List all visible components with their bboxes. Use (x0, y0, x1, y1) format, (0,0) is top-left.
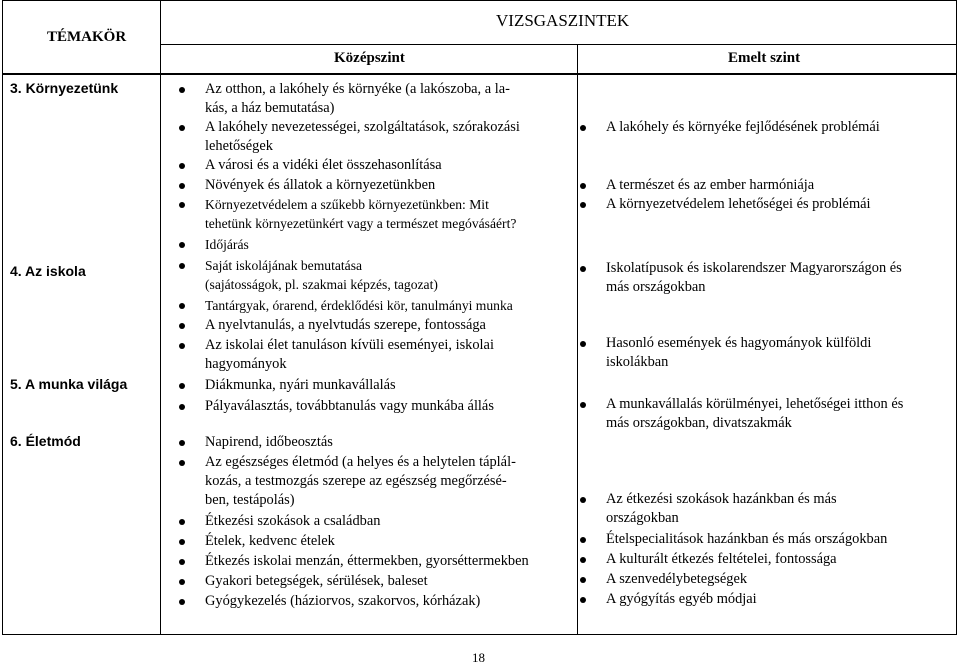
exam-levels-header: VIZSGASZINTEK (496, 11, 630, 30)
section-title: 5. A munka világa (10, 376, 128, 392)
table-border-top (2, 0, 957, 1)
section-title: 6. Életmód (10, 433, 81, 449)
mid-item: Az egészséges életmód (a helyes és a helytelen táplál- kozás, a testmozgás szerepe az egészség megőrzésé- ben, testápolás) (205, 454, 516, 508)
table-border-left (2, 0, 3, 635)
section-title: 4. Az iskola (10, 263, 86, 279)
mid-item: A lakóhely nevezetességei, szolgáltatások, szórakozási lehetőségek (205, 119, 520, 154)
adv-level-header: Emelt szint (728, 50, 801, 66)
mid-item: Időjárás (205, 237, 249, 252)
adv-item: A kulturált étkezés feltételei, fontossága (606, 551, 837, 567)
page-number: 18 (472, 650, 485, 665)
mid-item: Diákmunka, nyári munkavállalás (205, 377, 396, 393)
adv-item: A környezetvédelem lehetőségei és problémái (606, 196, 871, 212)
adv-item: A munkavállalás körülményei, lehetőségei itthon és más országokban, divatszakmák (606, 396, 904, 431)
section-title: 3. Környezetünk (10, 80, 119, 96)
mid-level-header: Középszint (334, 50, 405, 66)
mid-item: Gyógykezelés (háziorvos, szakorvos, kórházak) (205, 593, 481, 609)
mid-item: Az otthon, a lakóhely és környéke (a lakószoba, a la- kás, a ház bemutatása) (205, 81, 510, 116)
adv-item: A szenvedélybetegségek (606, 571, 748, 587)
mid-item: Napirend, időbeosztás (205, 434, 333, 450)
mid-item: Pályaválasztás, továbbtanulás vagy munkába állás (205, 398, 494, 414)
mid-item: Ételek, kedvenc ételek (205, 533, 335, 549)
mid-item: A nyelvtanulás, a nyelvtudás szerepe, fontossága (205, 317, 486, 333)
adv-item: Hasonló események és hagyományok külföldi iskolákban (606, 335, 872, 370)
adv-item: A gyógyítás egyéb módjai (606, 591, 757, 607)
header-divider-exams (160, 44, 957, 45)
topics-header: TÉMAKÖR (47, 29, 127, 45)
adv-item: A természet és az ember harmóniája (606, 177, 815, 193)
header-bottom-border (2, 73, 957, 75)
mid-item: Az iskolai élet tanuláson kívüli eseményei, iskolai hagyományok (205, 337, 494, 372)
table-border-right (956, 0, 957, 635)
mid-item: Környezetvédelem a szűkebb környezetünkben: Mit tehetünk környezetünkért vagy a természet megóvásáért? (205, 197, 517, 231)
mid-item: A városi és a vidéki élet összehasonlítása (205, 157, 442, 173)
mid-item: Gyakori betegségek, sérülések, baleset (205, 573, 428, 589)
column-divider-topics (160, 0, 161, 635)
mid-item: Növények és állatok a környezetünkben (205, 177, 436, 193)
column-divider-levels (577, 44, 578, 635)
adv-item: A lakóhely és környéke fejlődésének problémái (606, 119, 880, 135)
mid-item: Étkezési szokások a családban (205, 513, 381, 529)
mid-item: Étkezés iskolai menzán, éttermekben, gyorséttermekben (205, 553, 529, 569)
mid-item: Tantárgyak, órarend, érdeklődési kör, tanulmányi munka (205, 298, 513, 313)
table-border-bottom (2, 634, 957, 635)
adv-item: Ételspecialitások hazánkban és más országokban (606, 531, 888, 547)
adv-item: Az étkezési szokások hazánkban és más országokban (606, 491, 837, 526)
mid-item: Saját iskolájának bemutatása (sajátosságok, pl. szakmai képzés, tagozat) (205, 258, 438, 292)
adv-item: Iskolatípusok és iskolarendszer Magyarországon és más országokban (606, 260, 902, 295)
